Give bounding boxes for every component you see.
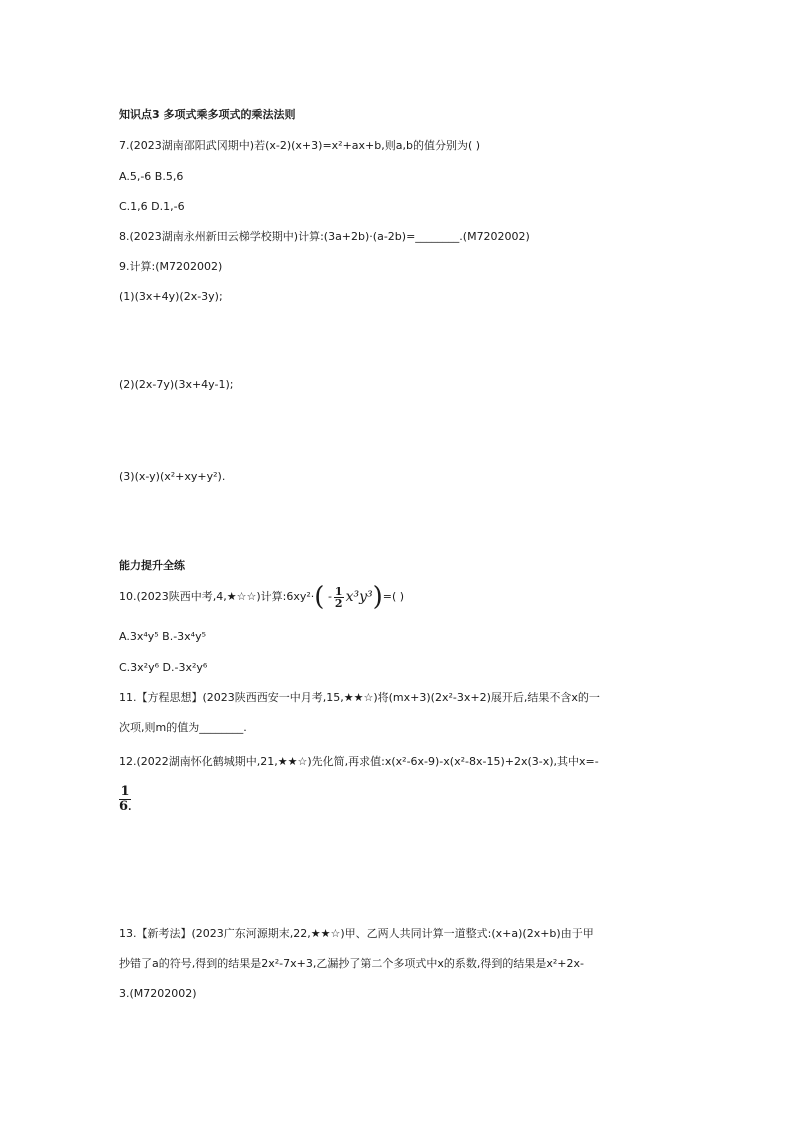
question-9-part-2: (2)(2x-7y)(3x+4y-1); <box>119 378 234 391</box>
section-heading-ability-practice: 能力提升全练 <box>119 559 185 572</box>
question-10-stem <box>119 582 404 612</box>
question-13-line-3: 3.(M7202002) <box>119 987 197 1000</box>
question-13-line-1: 13.【新考法】(2023广东河源期末,22,★★☆)甲、乙两人共同计算一道整式:(x+a)(2x+b)由于甲 <box>119 927 594 940</box>
question-9-stem: 9.计算:(M7202002) <box>119 260 223 273</box>
question-12-fraction-denominator <box>119 800 131 815</box>
question-10-options-ab: A.3x⁴y⁵ B.-3x⁴y⁵ <box>119 630 207 643</box>
question-7-options-cd: C.1,6 D.1,-6 <box>119 200 185 213</box>
close-paren: ) <box>372 582 383 612</box>
question-11-line-2: 次项,则m的值为________. <box>119 721 247 734</box>
question-9-part-1: (1)(3x+4y)(2x-3y); <box>119 290 223 303</box>
question-7-options-ab: A.5,-6 B.5,6 <box>119 170 184 183</box>
question-10-stem-suffix: =( ) <box>382 590 405 603</box>
fraction-one-half <box>334 586 344 609</box>
minus-sign: - <box>327 590 332 603</box>
question-12-fraction <box>119 785 131 815</box>
period: . <box>128 802 132 813</box>
section-heading-polynomial-multiplication: 知识点3 多项式乘多项式的乘法法则 <box>119 108 296 121</box>
fraction-numerator: 1 <box>334 584 343 598</box>
question-10-stem-prefix: 10.(2023陕西中考,4,★☆☆)计算:6xy²· <box>119 590 315 603</box>
question-8-stem: 8.(2023湖南永州新田云梯学校期中)计算:(3a+2b)·(a-2b)=________.(M7202002) <box>119 230 530 243</box>
open-paren: ( <box>314 582 325 612</box>
denominator-digit: 6 <box>119 799 129 814</box>
question-13-line-2: 抄错了a的符号,得到的结果是2x²-7x+3,乙漏抄了第二个多项式中x的系数,得到的结果是x²+2x- <box>119 957 584 970</box>
question-7-stem: 7.(2023湖南邵阳武冈期中)若(x-2)(x+3)=x²+ax+b,则a,b的值分别为( ) <box>119 139 481 152</box>
fraction-denominator: 2 <box>334 596 343 610</box>
question-10-options-cd: C.3x²y⁶ D.-3x²y⁶ <box>119 661 208 674</box>
question-12-line-1: 12.(2022湖南怀化鹤城期中,21,★★☆)先化简,再求值:x(x²-6x-9)-x(x²-8x-15)+2x(3-x),其中x=- <box>119 755 599 768</box>
question-11-line-1: 11.【方程思想】(2023陕西西安一中月考,15,★★☆)将(mx+3)(2x²-3x+2)展开后,结果不含x的一 <box>119 691 600 704</box>
question-12-fraction-numerator: 1 <box>120 784 130 799</box>
question-9-part-3: (3)(x-y)(x²+xy+y²). <box>119 470 226 483</box>
math-variables: x³y³ <box>345 589 373 605</box>
